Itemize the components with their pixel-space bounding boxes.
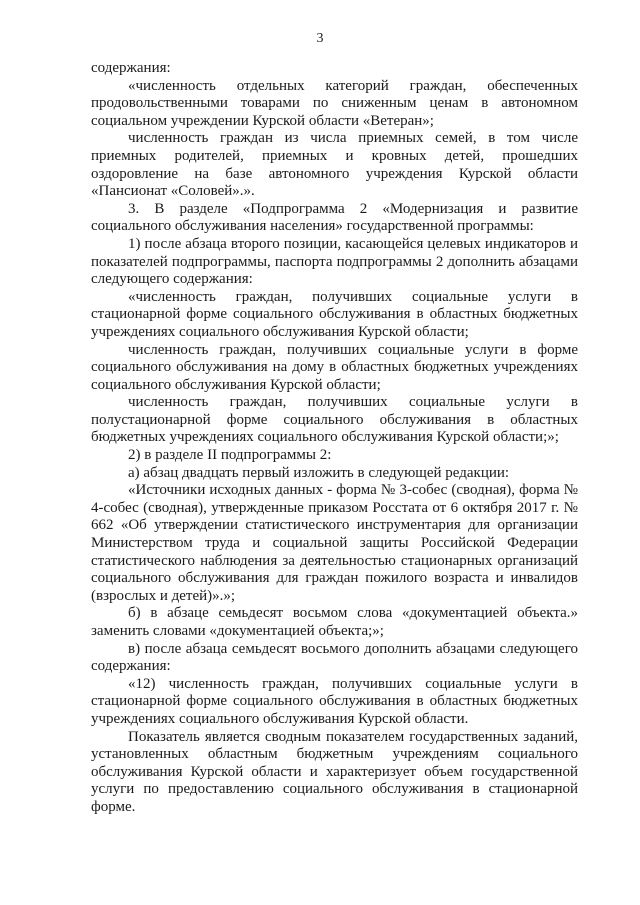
paragraph: «Источники исходных данных - форма № 3-собес (сводная), форма № 4-собес (сводная), утвержденные приказом Росстата от 6 октября 2017 г. № 662 «Об утверждении статистического инструментария для организации Министерством труда и социальной защиты Российской Федерации статистического наблюдения за деятельностью стационарных организаций социального обслуживания для граждан пожилого возраста и инвалидов (взрослых и детей)».»;: [91, 482, 578, 604]
paragraph: Показатель является сводным показателем государственных заданий, установленных областным бюджетным учреждениям социального обслуживания Курской области и характеризует объем государственной услуги по предоставлению социального обслуживания в стационарной форме.: [91, 728, 578, 815]
paragraph: численность граждан, получивших социальные услуги в форме социального обслуживания на дому в областных бюджетных учреждениях социального обслуживания Курской области;: [91, 341, 578, 393]
paragraph: численность граждан из числа приемных семей, в том числе приемных родителей, приемных и кровных детей, прошедших оздоровление на базе автономного учреждения Курской области «Пансионат «Соловей».».: [91, 130, 578, 200]
paragraph: 2) в разделе II подпрограммы 2:: [128, 447, 332, 464]
paragraph: «12) численность граждан, получивших социальные услуги в стационарной форме социального обслуживания в областных бюджетных учреждениях социального обслуживания Курской области.: [91, 675, 578, 727]
paragraph: «численность отдельных категорий граждан, обеспеченных продовольственными товарами по сниженным ценам в автономном социальном учреждении Курской области «Ветеран»;: [91, 77, 578, 129]
paragraph: б) в абзаце семьдесят восьмом слова «документацией объекта.» заменить словами «документацией объекта;»;: [91, 605, 578, 639]
page-number: 3: [316, 31, 324, 46]
paragraph: в) после абзаца семьдесят восьмого дополнить абзацами следующего содержания:: [91, 640, 578, 675]
paragraph: содержания:: [91, 60, 171, 76]
document-body: [91, 60, 578, 817]
paragraph: численность граждан, получивших социальные услуги в полустационарной форме социального обслуживания в областных бюджетных учреждениях социального обслуживания Курской области;»;: [91, 394, 578, 446]
paragraph: «численность граждан, получивших социальные услуги в стационарной форме социального обслуживания в областных бюджетных учреждениях социального обслуживания Курской области;: [91, 288, 578, 340]
paragraph: а) абзац двадцать первый изложить в следующей редакции:: [128, 464, 510, 481]
paragraph: 1) после абзаца второго позиции, касающейся целевых индикаторов и показателей подпрограммы, паспорта подпрограммы 2 дополнить абзацами следующего содержания:: [91, 235, 578, 288]
paragraph: 3. В разделе «Подпрограмма 2 «Модернизация и развитие социального обслуживания населения» государственной программы:: [91, 200, 578, 235]
